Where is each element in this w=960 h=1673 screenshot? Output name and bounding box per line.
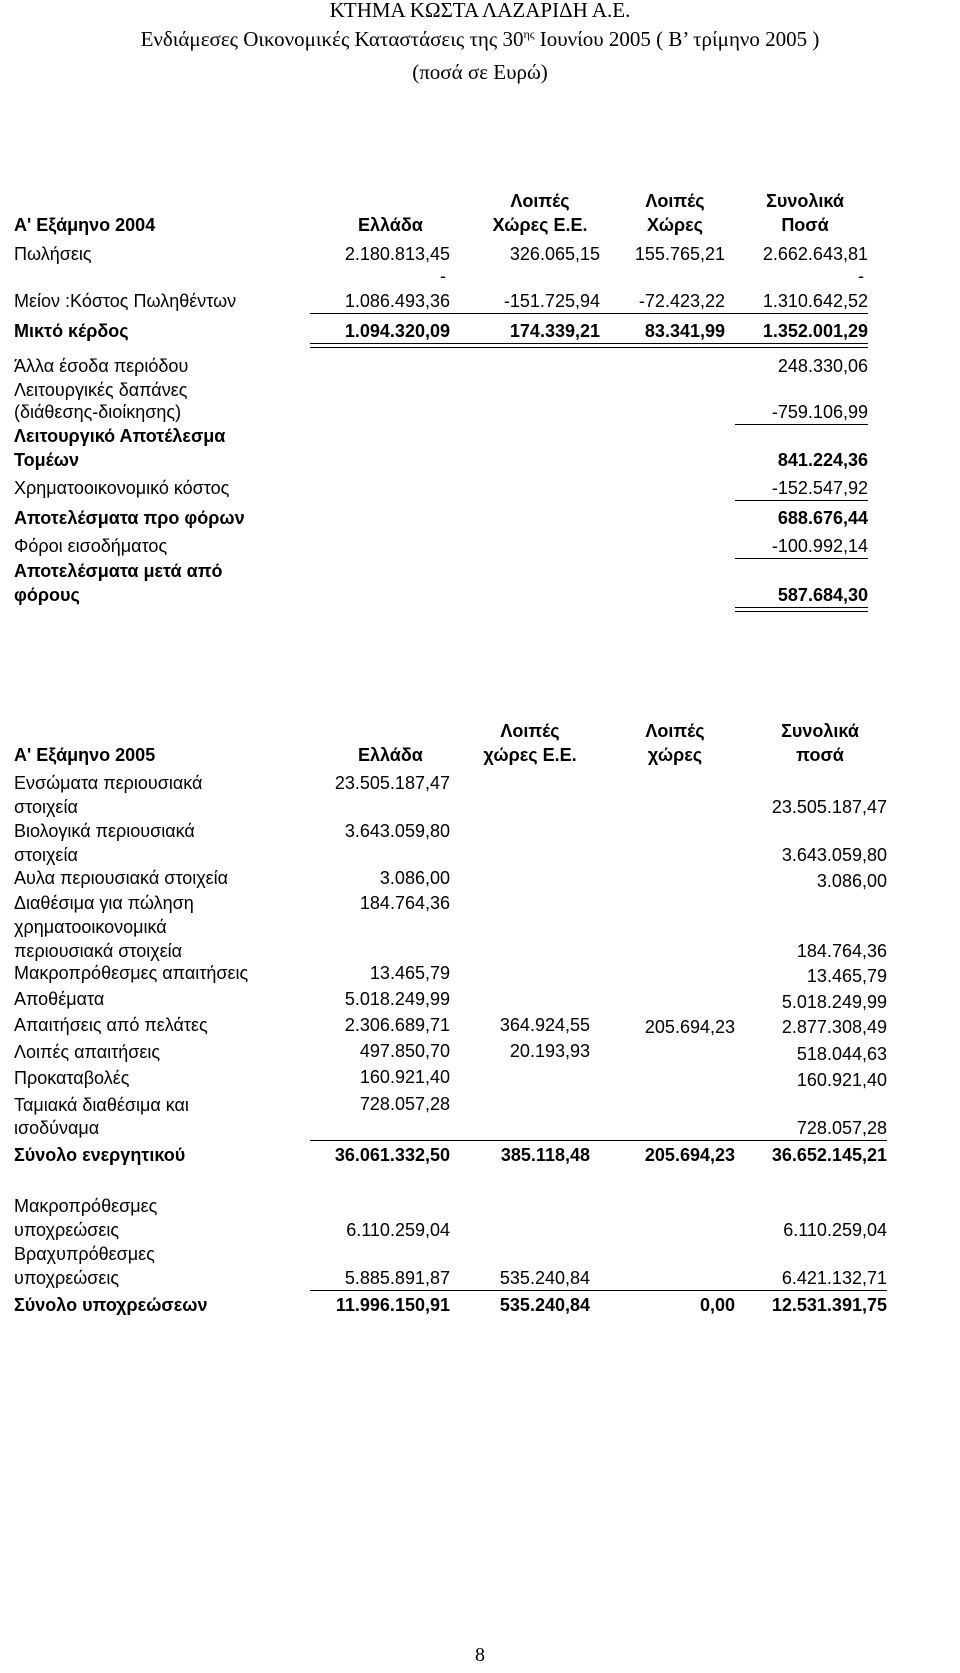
total-assets-greece: 36.061.332,50 <box>334 1145 450 1165</box>
inventory-total: 5.018.249,99 <box>781 992 887 1012</box>
row-label-bio-a: Βιολογικά περιουσιακά <box>14 821 195 841</box>
row-label-pretax: Αποτελέσματα προ φόρων <box>14 508 245 528</box>
total-assets-eu: 385.118,48 <box>500 1145 590 1165</box>
row-label-net-b: φόρους <box>14 585 80 605</box>
row-label-opex-a: Λειτουργικές δαπάνες <box>14 380 188 400</box>
total-liabilities-greece: 11.996.150,91 <box>335 1295 450 1315</box>
divider-line <box>735 500 868 501</box>
total-liabilities-total: 12.531.391,75 <box>771 1295 887 1315</box>
row-label-prepayments: Προκαταβολές <box>14 1068 130 1088</box>
lt-receivables-total: 13.465,79 <box>806 966 887 986</box>
dash-total: - <box>858 266 864 286</box>
divider-line <box>310 1140 887 1141</box>
divider-line <box>310 313 868 314</box>
subtitle-post: Ιουνίου 2005 ( Β’ τρίμηνο 2005 ) <box>534 27 820 51</box>
op-result-total: 841.224,36 <box>777 450 868 470</box>
gross-other: 83.341,99 <box>644 321 725 341</box>
inventory-greece: 5.018.249,99 <box>344 989 450 1009</box>
sales-greece: 2.180.813,45 <box>344 244 450 264</box>
row-label-intangible: Αυλα περιουσιακά στοιχεία <box>14 868 229 888</box>
afs-greece: 184.764,36 <box>359 893 450 913</box>
row-label-cost: Μείον :Κόστος Πωληθέντων <box>14 291 237 311</box>
row-label-sales: Πωλήσεις <box>14 244 92 264</box>
other-receivables-greece: 497.850,70 <box>359 1041 450 1061</box>
st-liabilities-total: 6.421.132,71 <box>781 1268 887 1288</box>
row-label-fin-cost: Χρηματοοικονομικό κόστος <box>14 478 230 498</box>
row-label-gross: Μικτό κέρδος <box>14 321 129 341</box>
col-header-total-b: Ποσά <box>781 215 829 235</box>
sales-other: 155.765,21 <box>634 244 725 264</box>
cost-greece: 1.086.493,36 <box>344 291 450 311</box>
bio-total: 3.643.059,80 <box>781 845 887 865</box>
row-label-lt-receivables: Μακροπρόθεσμες απαιτήσεις <box>14 963 249 983</box>
prepayments-total: 160.921,40 <box>796 1070 887 1090</box>
st-liabilities-eu: 535.240,84 <box>499 1268 590 1288</box>
afs-total: 184.764,36 <box>796 941 887 961</box>
divider-line <box>735 611 868 612</box>
trade-receivables-greece: 2.306.689,71 <box>344 1015 450 1035</box>
row-label-lt-liabilities-b: υποχρεώσεις <box>14 1220 120 1240</box>
col-header-other-b: χώρες <box>647 745 703 765</box>
period-label-2004: Α' Εξάμηνο 2004 <box>14 215 156 235</box>
divider-line <box>735 424 868 425</box>
other-receivables-eu: 20.193,93 <box>509 1041 590 1061</box>
row-label-op-result-a: Λειτουργικό Αποτέλεσμα <box>14 426 226 446</box>
row-label-opex-b: (διάθεσης-διοίκησης) <box>14 402 182 422</box>
trade-receivables-eu: 364.924,55 <box>499 1015 590 1035</box>
intangible-greece: 3.086,00 <box>379 868 450 888</box>
row-label-other-receivables: Λοιπές απαιτήσεις <box>14 1042 161 1062</box>
period-label-2005: Α' Εξάμηνο 2005 <box>14 745 156 765</box>
col-header-other-a: Λοιπές <box>645 191 705 211</box>
trade-receivables-total: 2.877.308,49 <box>781 1017 887 1037</box>
col-header-total-a: Συνολικά <box>781 721 859 741</box>
ppe-total: 23.505.187,47 <box>771 797 887 817</box>
company-name: ΚΤΗΜΑ ΚΩΣΤΑ ΛΑΖΑΡΙΔΗ Α.Ε. <box>329 0 631 22</box>
sales-eu: 326.065,15 <box>509 244 600 264</box>
divider-line <box>310 343 868 344</box>
sales-total: 2.662.643,81 <box>762 244 868 264</box>
bio-greece: 3.643.059,80 <box>344 821 450 841</box>
total-liabilities-other: 0,00 <box>699 1295 735 1315</box>
gross-greece: 1.094.320,09 <box>344 321 450 341</box>
col-header-eu-a: Λοιπές <box>500 721 560 741</box>
row-label-bio-b: στοιχεία <box>14 845 78 865</box>
pretax-total: 688.676,44 <box>777 508 868 528</box>
row-label-op-result-b: Τομέων <box>14 450 80 470</box>
gross-eu: 174.339,21 <box>509 321 600 341</box>
lt-receivables-greece: 13.465,79 <box>369 963 450 983</box>
net-total: 587.684,30 <box>777 585 868 605</box>
dash-greece: - <box>440 266 446 286</box>
cost-other: -72.423,22 <box>638 291 725 311</box>
cash-greece: 728.057,28 <box>359 1094 450 1114</box>
total-liabilities-eu: 535.240,84 <box>499 1295 590 1315</box>
divider-line <box>735 558 868 559</box>
row-label-ppe-b: στοιχεία <box>14 797 78 817</box>
lt-liabilities-greece: 6.110.259,04 <box>346 1220 450 1240</box>
divider-line <box>735 607 868 608</box>
row-label-total-liabilities: Σύνολο υποχρεώσεων <box>14 1295 208 1315</box>
total-assets-other: 205.694,23 <box>644 1145 735 1165</box>
cost-eu: -151.725,94 <box>503 291 600 311</box>
cost-total: 1.310.642,52 <box>762 291 868 311</box>
row-label-ppe-a: Ενσώματα περιουσιακά <box>14 773 203 793</box>
lt-liabilities-total: 6.110.259,04 <box>783 1220 887 1240</box>
col-header-greece: Ελλάδα <box>358 215 423 235</box>
col-header-other-b: Χώρες <box>646 215 703 235</box>
total-assets-total: 36.652.145,21 <box>771 1145 887 1165</box>
row-label-cash-a: Ταμιακά διαθέσιμα και <box>14 1095 189 1115</box>
row-label-inventory: Αποθέματα <box>14 989 105 1009</box>
page-number: 8 <box>475 1644 485 1666</box>
row-label-total-assets: Σύνολο ενεργητικού <box>14 1145 186 1165</box>
row-label-st-liabilities-b: υποχρεώσεις <box>14 1268 120 1288</box>
col-header-greece: Ελλάδα <box>358 745 423 765</box>
col-header-eu-b: χώρες Ε.Ε. <box>483 745 577 765</box>
row-label-afs-b: χρηματοοικονομικά <box>14 917 167 937</box>
opex-total: -759.106,99 <box>771 402 868 422</box>
row-label-lt-liabilities-a: Μακροπρόθεσμες <box>14 1196 158 1216</box>
currency-note: (ποσά σε Ευρώ) <box>412 60 548 84</box>
row-label-afs-c: περιουσιακά στοιχεία <box>14 941 183 961</box>
divider-line <box>310 1290 887 1291</box>
subtitle-sup: ης <box>523 27 535 41</box>
tax-total: -100.992,14 <box>771 536 868 556</box>
subtitle-pre: Ενδιάμεσες Οικονομικές Καταστάσεις της 30 <box>140 27 524 51</box>
row-label-net-a: Αποτελέσματα μετά από <box>14 561 223 581</box>
gross-total: 1.352.001,29 <box>762 321 868 341</box>
intangible-total: 3.086,00 <box>816 871 887 891</box>
ppe-greece: 23.505.187,47 <box>334 773 450 793</box>
row-label-afs-a: Διαθέσιμα για πώληση <box>14 893 194 913</box>
row-label-st-liabilities-a: Βραχυπρόθεσμες <box>14 1244 155 1264</box>
col-header-total-b: ποσά <box>796 745 844 765</box>
prepayments-greece: 160.921,40 <box>359 1067 450 1087</box>
row-label-trade-receivables: Απαιτήσεις από πελάτες <box>14 1015 208 1035</box>
st-liabilities-greece: 5.885.891,87 <box>344 1268 450 1288</box>
col-header-eu-a: Λοιπές <box>510 191 570 211</box>
col-header-other-a: Λοιπές <box>645 721 705 741</box>
col-header-total-a: Συνολικά <box>766 191 844 211</box>
report-subtitle <box>0 27 960 51</box>
row-label-other-income: Άλλα έσοδα περιόδου <box>14 356 189 376</box>
divider-line <box>310 347 868 348</box>
other-receivables-total: 518.044,63 <box>796 1044 887 1064</box>
col-header-eu-b: Χώρες Ε.Ε. <box>492 215 588 235</box>
other-income-total: 248.330,06 <box>777 356 868 376</box>
fin-cost-total: -152.547,92 <box>771 478 868 498</box>
row-label-tax: Φόροι εισοδήματος <box>14 536 168 556</box>
cash-total: 728.057,28 <box>796 1118 887 1138</box>
row-label-cash-b: ισοδύναμα <box>14 1118 100 1138</box>
trade-receivables-other: 205.694,23 <box>644 1017 735 1037</box>
